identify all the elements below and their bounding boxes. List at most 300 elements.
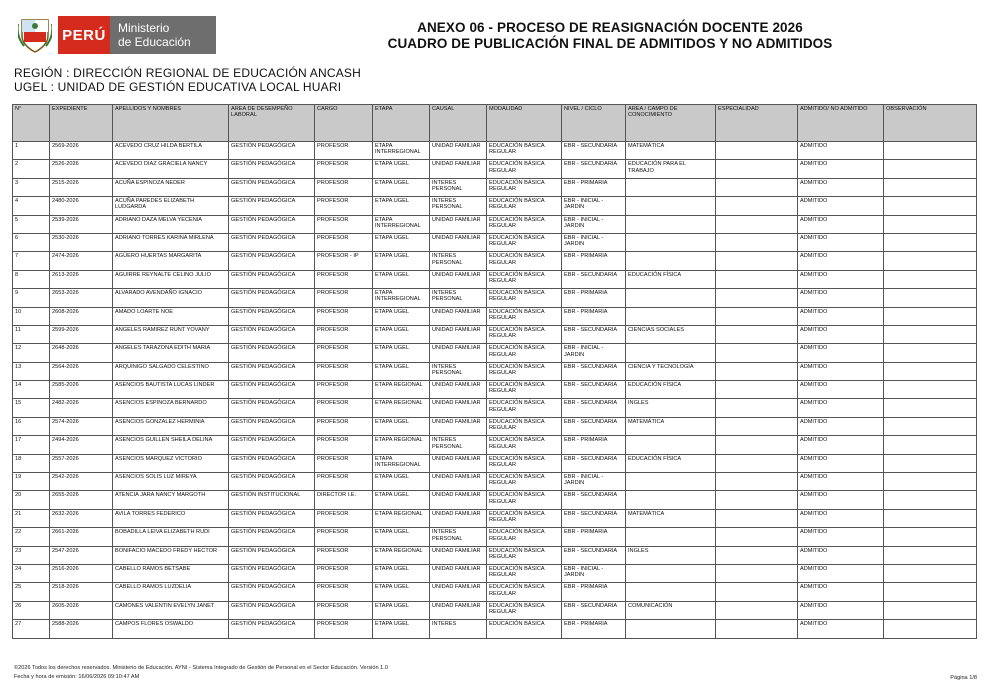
table-cell: EDUCACIÓN BÁSICA REGULAR: [487, 215, 562, 233]
table-cell: ADMITIDO: [798, 583, 884, 601]
table-cell: INTERES PERSONAL: [430, 178, 487, 196]
table-cell: ADMITIDO: [798, 491, 884, 509]
footer-copyright: ©2026 Todos los derechos reservados. Ministerio de Educación. AYNI - Sistema Integrado de Gestión de Personal en el Sector Educación. Versión 1.0: [14, 665, 388, 671]
table-cell: PROFESOR: [315, 215, 373, 233]
table-cell: [884, 233, 977, 251]
table-cell: [884, 436, 977, 454]
table-cell: PROFESOR: [315, 399, 373, 417]
table-cell: ADMITIDO: [798, 233, 884, 251]
table-row: [13, 454, 977, 472]
table-cell: [884, 454, 977, 472]
table-cell: PROFESOR: [315, 381, 373, 399]
table-cell: CABELLO RAMOS LUZDELIA: [113, 583, 229, 601]
column-header: MODALIDAD: [487, 105, 562, 142]
table-cell: [716, 362, 798, 380]
table-cell: CIENCIAS SOCIALES: [626, 325, 716, 343]
table-cell: EBR - PRIMARIA: [562, 620, 626, 638]
table-cell: INGLES: [626, 546, 716, 564]
column-header: OBSERVACIÓN: [884, 105, 977, 142]
table-cell: EDUCACIÓN BÁSICA REGULAR: [487, 564, 562, 582]
table-cell: 2480-2026: [50, 197, 113, 215]
table-cell: ETAPA UGEL: [373, 362, 430, 380]
table-cell: ADMITIDO: [798, 344, 884, 362]
table-cell: ADMITIDO: [798, 178, 884, 196]
table-cell: ADMITIDO: [798, 215, 884, 233]
table-cell: PROFESOR: [315, 289, 373, 307]
table-cell: ETAPA UGEL: [373, 491, 430, 509]
table-cell: EDUCACIÓN BÁSICA REGULAR: [487, 454, 562, 472]
table-cell: UNIDAD FAMILIAR: [430, 399, 487, 417]
table-row: [13, 160, 977, 178]
table-cell: 15: [13, 399, 50, 417]
table-cell: 13: [13, 362, 50, 380]
table-cell: EBR - INICIAL - JARDIN: [562, 473, 626, 491]
table-cell: [716, 583, 798, 601]
table-cell: 2588-2026: [50, 620, 113, 638]
table-cell: PROFESOR: [315, 270, 373, 288]
table-cell: EDUCACIÓN BÁSICA REGULAR: [487, 307, 562, 325]
table-cell: GESTIÓN PEDAGÓGICA: [229, 399, 315, 417]
table-cell: [716, 509, 798, 527]
table-cell: GESTIÓN PEDAGÓGICA: [229, 601, 315, 619]
table-cell: 2539-2026: [50, 215, 113, 233]
table-cell: EDUCACIÓN BÁSICA REGULAR: [487, 325, 562, 343]
table-row: [13, 601, 977, 619]
table-cell: GESTIÓN PEDAGÓGICA: [229, 583, 315, 601]
table-cell: [716, 252, 798, 270]
table-cell: ACUÑA PAREDES ELIZABETH LUDGARDA: [113, 197, 229, 215]
table-cell: PROFESOR: [315, 197, 373, 215]
table-cell: GESTIÓN PEDAGÓGICA: [229, 252, 315, 270]
table-cell: UNIDAD FAMILIAR: [430, 142, 487, 160]
table-cell: 2547-2026: [50, 546, 113, 564]
table-cell: EDUCACIÓN BÁSICA REGULAR: [487, 436, 562, 454]
table-cell: [884, 289, 977, 307]
table-cell: [626, 289, 716, 307]
table-cell: ETAPA UGEL: [373, 197, 430, 215]
table-cell: AGUIRRE REYNALTE CELINO JULIO: [113, 270, 229, 288]
table-cell: [716, 436, 798, 454]
table-cell: ADMITIDO: [798, 270, 884, 288]
table-cell: EBR - SECUNDARIA: [562, 509, 626, 527]
table-cell: [884, 197, 977, 215]
table-cell: EBR - PRIMARIA: [562, 289, 626, 307]
document-title: [350, 20, 870, 52]
table-cell: EDUCACIÓN BÁSICA REGULAR: [487, 601, 562, 619]
table-cell: EDUCACIÓN BÁSICA REGULAR: [487, 362, 562, 380]
table-cell: [884, 252, 977, 270]
table-cell: ETAPA UGEL: [373, 270, 430, 288]
table-cell: 2494-2026: [50, 436, 113, 454]
table-cell: GESTIÓN PEDAGÓGICA: [229, 178, 315, 196]
table-row: [13, 528, 977, 546]
table-cell: PROFESOR: [315, 307, 373, 325]
table-cell: EBR - PRIMARIA: [562, 528, 626, 546]
table-cell: ADMITIDO: [798, 160, 884, 178]
table-cell: PROFESOR: [315, 564, 373, 582]
table-row: [13, 325, 977, 343]
column-header: N°: [13, 105, 50, 142]
table-cell: [884, 381, 977, 399]
table-cell: 2599-2026: [50, 325, 113, 343]
table-row: [13, 197, 977, 215]
table-cell: 2648-2026: [50, 344, 113, 362]
table-cell: EBR - PRIMARIA: [562, 178, 626, 196]
table-cell: [626, 307, 716, 325]
table-row: [13, 381, 977, 399]
title-line-2: CUADRO DE PUBLICACIÓN FINAL DE ADMITIDOS Y NO ADMITIDOS: [387, 36, 833, 51]
table-cell: EBR - SECUNDARIA: [562, 546, 626, 564]
table-cell: [884, 399, 977, 417]
table-cell: ADMITIDO: [798, 289, 884, 307]
table-cell: GESTIÓN PEDAGÓGICA: [229, 197, 315, 215]
table-cell: [884, 270, 977, 288]
table-cell: EBR - PRIMARIA: [562, 252, 626, 270]
table-cell: INTERES: [430, 620, 487, 638]
table-cell: [884, 178, 977, 196]
table-cell: ASENCIOS GONZALEZ HERMINIA: [113, 417, 229, 435]
table-cell: CABELLO RAMOS BETSABE: [113, 564, 229, 582]
table-cell: EDUCACIÓN BÁSICA REGULAR: [487, 160, 562, 178]
table-cell: [716, 454, 798, 472]
table-cell: EDUCACIÓN BÁSICA REGULAR: [487, 344, 562, 362]
table-row: [13, 491, 977, 509]
table-cell: GESTIÓN PEDAGÓGICA: [229, 362, 315, 380]
table-cell: GESTIÓN PEDAGÓGICA: [229, 546, 315, 564]
table-cell: UNIDAD FAMILIAR: [430, 270, 487, 288]
table-row: [13, 509, 977, 527]
table-cell: ADMITIDO: [798, 564, 884, 582]
table-cell: [626, 233, 716, 251]
table-cell: 2585-2026: [50, 381, 113, 399]
table-cell: ETAPA UGEL: [373, 528, 430, 546]
footer-timestamp: Fecha y hora de emisión: 16/06/2026 09:10:47 AM: [14, 674, 140, 680]
table-cell: INTERES PERSONAL: [430, 289, 487, 307]
table-cell: PROFESOR: [315, 528, 373, 546]
table-cell: ADMITIDO: [798, 620, 884, 638]
table-cell: ATENCIA JARA NANCY MARGOTH: [113, 491, 229, 509]
table-cell: ADMITIDO: [798, 436, 884, 454]
table-cell: UNIDAD FAMILIAR: [430, 233, 487, 251]
table-cell: [884, 564, 977, 582]
table-cell: [884, 546, 977, 564]
column-header: CARGO: [315, 105, 373, 142]
table-cell: [716, 620, 798, 638]
table-body: [13, 142, 977, 639]
table-cell: ETAPA UGEL: [373, 160, 430, 178]
table-cell: ADMITIDO: [798, 381, 884, 399]
table-cell: 26: [13, 601, 50, 619]
table-cell: [716, 564, 798, 582]
table-cell: [716, 197, 798, 215]
table-cell: EBR - SECUNDARIA: [562, 270, 626, 288]
region-info: [14, 66, 361, 94]
table-cell: EBR - SECUNDARIA: [562, 601, 626, 619]
table-cell: [626, 344, 716, 362]
table-cell: EDUCACIÓN BÁSICA REGULAR: [487, 178, 562, 196]
table-cell: ETAPA UGEL: [373, 325, 430, 343]
table-cell: PROFESOR: [315, 417, 373, 435]
table-cell: 2516-2026: [50, 564, 113, 582]
table-cell: UNIDAD FAMILIAR: [430, 473, 487, 491]
table-cell: ADMITIDO: [798, 307, 884, 325]
table-cell: 2: [13, 160, 50, 178]
table-cell: BONIFACIO MACEDO FREDY HECTOR: [113, 546, 229, 564]
ugel-line: UGEL : UNIDAD DE GESTIÓN EDUCATIVA LOCAL HUARI: [14, 80, 342, 94]
table-cell: GESTIÓN PEDAGÓGICA: [229, 528, 315, 546]
table-cell: 2482-2026: [50, 399, 113, 417]
table-cell: [716, 417, 798, 435]
table-cell: ETAPA UGEL: [373, 583, 430, 601]
table-cell: 7: [13, 252, 50, 270]
table-cell: UNIDAD FAMILIAR: [430, 325, 487, 343]
table-cell: [716, 546, 798, 564]
table-cell: [884, 307, 977, 325]
table-cell: EDUCACIÓN FÍSICA: [626, 381, 716, 399]
table-cell: ADMITIDO: [798, 546, 884, 564]
table-cell: ETAPA UGEL: [373, 178, 430, 196]
table-cell: UNIDAD FAMILIAR: [430, 583, 487, 601]
table-cell: [716, 142, 798, 160]
table-cell: GESTIÓN PEDAGÓGICA: [229, 436, 315, 454]
table-cell: 16: [13, 417, 50, 435]
column-header: ESPECIALIDAD: [716, 105, 798, 142]
table-cell: GESTIÓN PEDAGÓGICA: [229, 289, 315, 307]
table-cell: EBR - PRIMARIA: [562, 436, 626, 454]
table-cell: DIRECTOR I.E.: [315, 491, 373, 509]
table-cell: 14: [13, 381, 50, 399]
footer: [14, 664, 388, 682]
table-cell: [716, 289, 798, 307]
table-cell: GESTIÓN PEDAGÓGICA: [229, 142, 315, 160]
table-cell: [884, 491, 977, 509]
results-table: [12, 104, 977, 639]
table-cell: EDUCACIÓN FÍSICA: [626, 454, 716, 472]
table-cell: UNIDAD FAMILIAR: [430, 344, 487, 362]
table-cell: ETAPA REGIONAL: [373, 399, 430, 417]
table-cell: EDUCACIÓN BÁSICA REGULAR: [487, 546, 562, 564]
table-cell: ADMITIDO: [798, 399, 884, 417]
table-cell: [884, 528, 977, 546]
table-cell: 2530-2026: [50, 233, 113, 251]
table-cell: 25: [13, 583, 50, 601]
table-cell: ACEVEDO DIAZ GRACIELA NANCY: [113, 160, 229, 178]
table-cell: [716, 491, 798, 509]
table-cell: ADRIANO DAZA MELVA YECENIA: [113, 215, 229, 233]
table-cell: CAMONES VALENTIN EVELYN JANET: [113, 601, 229, 619]
coat-of-arms-icon: [18, 16, 52, 54]
table-cell: [626, 583, 716, 601]
table-cell: [716, 344, 798, 362]
table-cell: [884, 473, 977, 491]
table-cell: BOBADILLA LEIVA ELIZABETH RUDI: [113, 528, 229, 546]
table-cell: UNIDAD FAMILIAR: [430, 417, 487, 435]
table-cell: 12: [13, 344, 50, 362]
table-cell: [716, 160, 798, 178]
table-row: [13, 215, 977, 233]
table-cell: EDUCACIÓN BÁSICA REGULAR: [487, 509, 562, 527]
table-cell: EDUCACIÓN BÁSICA REGULAR: [487, 381, 562, 399]
table-cell: PROFESOR: [315, 436, 373, 454]
table-cell: PROFESOR: [315, 601, 373, 619]
table-cell: EBR - INICIAL - JARDIN: [562, 233, 626, 251]
column-header: CAUSAL: [430, 105, 487, 142]
table-cell: GESTIÓN PEDAGÓGICA: [229, 454, 315, 472]
table-row: [13, 473, 977, 491]
table-cell: EDUCACIÓN BÁSICA REGULAR: [487, 233, 562, 251]
table-cell: 2632-2026: [50, 509, 113, 527]
table-cell: ETAPA UGEL: [373, 252, 430, 270]
document-header: [0, 0, 989, 95]
table-cell: 24: [13, 564, 50, 582]
table-cell: ETAPA UGEL: [373, 344, 430, 362]
table-cell: ETAPA UGEL: [373, 473, 430, 491]
table-cell: 2661-2026: [50, 528, 113, 546]
table-cell: ETAPA INTERREGIONAL: [373, 215, 430, 233]
table-cell: [716, 215, 798, 233]
table-cell: GESTIÓN PEDAGÓGICA: [229, 215, 315, 233]
table-cell: AMADO LOARTE NOE: [113, 307, 229, 325]
table-cell: PROFESOR - IP: [315, 252, 373, 270]
table-cell: UNIDAD FAMILIAR: [430, 546, 487, 564]
table-cell: [716, 307, 798, 325]
table-cell: GESTIÓN PEDAGÓGICA: [229, 564, 315, 582]
table-cell: 4: [13, 197, 50, 215]
table-cell: ADMITIDO: [798, 197, 884, 215]
table-cell: ANGELES RAMIREZ RUNT YOVANY: [113, 325, 229, 343]
table-cell: ASENCIOS GUILLEN SHEILA DELINA: [113, 436, 229, 454]
table-cell: ETAPA UGEL: [373, 417, 430, 435]
table-cell: ETAPA INTERREGIONAL: [373, 289, 430, 307]
table-cell: PROFESOR: [315, 509, 373, 527]
ministry-line-1: Ministerio: [118, 21, 170, 35]
table-cell: [626, 473, 716, 491]
table-cell: MATEMÁTICA: [626, 509, 716, 527]
table-cell: EBR - SECUNDARIA: [562, 325, 626, 343]
table-cell: PROFESOR: [315, 325, 373, 343]
table-cell: [626, 491, 716, 509]
table-cell: [716, 601, 798, 619]
table-cell: EDUCACIÓN BÁSICA REGULAR: [487, 473, 562, 491]
table-cell: EDUCACIÓN BÁSICA REGULAR: [487, 417, 562, 435]
table-cell: [716, 528, 798, 546]
table-cell: ETAPA REGIONAL: [373, 436, 430, 454]
table-cell: EDUCACIÓN BÁSICA REGULAR: [487, 252, 562, 270]
table-cell: EBR - PRIMARIA: [562, 307, 626, 325]
table-cell: UNIDAD FAMILIAR: [430, 454, 487, 472]
table-cell: EDUCACIÓN BÁSICA REGULAR: [487, 197, 562, 215]
table-cell: AGÜERO HUERTAS MARGARITA: [113, 252, 229, 270]
table-cell: EBR - SECUNDARIA: [562, 142, 626, 160]
table-cell: EBR - SECUNDARIA: [562, 399, 626, 417]
table-cell: 5: [13, 215, 50, 233]
table-cell: EBR - INICIAL - JARDIN: [562, 344, 626, 362]
table-cell: [884, 509, 977, 527]
table-cell: GESTIÓN PEDAGÓGICA: [229, 417, 315, 435]
table-cell: EDUCACIÓN BÁSICA REGULAR: [487, 289, 562, 307]
table-cell: GESTIÓN PEDAGÓGICA: [229, 325, 315, 343]
table-cell: [626, 564, 716, 582]
table-cell: UNIDAD FAMILIAR: [430, 381, 487, 399]
table-row: [13, 362, 977, 380]
table-cell: [716, 233, 798, 251]
table-cell: UNIDAD FAMILIAR: [430, 215, 487, 233]
table-cell: PROFESOR: [315, 620, 373, 638]
table-row: [13, 564, 977, 582]
table-cell: 2564-2026: [50, 362, 113, 380]
table-row: [13, 307, 977, 325]
table-cell: EDUCACIÓN BÁSICA: [487, 620, 562, 638]
table-cell: ADMITIDO: [798, 509, 884, 527]
table-cell: ETAPA UGEL: [373, 601, 430, 619]
table-cell: 1: [13, 142, 50, 160]
table-cell: EBR - INICIAL - JARDIN: [562, 215, 626, 233]
table-cell: GESTIÓN PEDAGÓGICA: [229, 233, 315, 251]
table-cell: COMUNICACIÓN: [626, 601, 716, 619]
table-cell: GESTIÓN PEDAGÓGICA: [229, 620, 315, 638]
table-row: [13, 546, 977, 564]
table-cell: ACEVEDO CRUZ HILDA BERTILA: [113, 142, 229, 160]
table-cell: 8: [13, 270, 50, 288]
table-row: [13, 233, 977, 251]
table-cell: EBR - INICIAL - JARDIN: [562, 564, 626, 582]
table-cell: 2515-2026: [50, 178, 113, 196]
table-cell: 2655-2026: [50, 491, 113, 509]
table-cell: EBR - SECUNDARIA: [562, 491, 626, 509]
table-cell: [626, 178, 716, 196]
column-header: NIVEL / CICLO: [562, 105, 626, 142]
column-header: APELLIDOS Y NOMBRES: [113, 105, 229, 142]
table-cell: EDUCACIÓN BÁSICA REGULAR: [487, 270, 562, 288]
table-cell: [716, 399, 798, 417]
region-line: REGIÓN : DIRECCIÓN REGIONAL DE EDUCACIÓN ANCASH: [14, 66, 362, 80]
table-cell: [884, 344, 977, 362]
table-cell: ADMITIDO: [798, 417, 884, 435]
table-cell: [884, 583, 977, 601]
table-cell: 2608-2026: [50, 307, 113, 325]
table-cell: ETAPA INTERREGIONAL: [373, 142, 430, 160]
table-cell: [716, 473, 798, 491]
table-cell: INTERES PERSONAL: [430, 252, 487, 270]
table-row: [13, 178, 977, 196]
table-cell: ASENCIOS BAUTISTA LUCAS LINDER: [113, 381, 229, 399]
table-cell: UNIDAD FAMILIAR: [430, 160, 487, 178]
table-cell: ETAPA INTERREGIONAL: [373, 454, 430, 472]
table-cell: GESTIÓN INSTITUCIONAL: [229, 491, 315, 509]
table-cell: 18: [13, 454, 50, 472]
table-cell: GESTIÓN PEDAGÓGICA: [229, 473, 315, 491]
table-cell: PROFESOR: [315, 583, 373, 601]
table-cell: EBR - SECUNDARIA: [562, 381, 626, 399]
table-cell: 2474-2026: [50, 252, 113, 270]
table-cell: PROFESOR: [315, 160, 373, 178]
table-cell: ADMITIDO: [798, 325, 884, 343]
table-cell: [884, 601, 977, 619]
column-header: ETAPA: [373, 105, 430, 142]
table-cell: INTERES PERSONAL: [430, 362, 487, 380]
table-cell: [626, 436, 716, 454]
table-row: [13, 620, 977, 638]
table-cell: EDUCACIÓN BÁSICA REGULAR: [487, 583, 562, 601]
table-cell: ADMITIDO: [798, 142, 884, 160]
table-cell: 20: [13, 491, 50, 509]
table-cell: EBR - INICIAL - JARDIN: [562, 197, 626, 215]
table-row: [13, 399, 977, 417]
table-cell: ETAPA REGIONAL: [373, 381, 430, 399]
table-cell: CIENCIA Y TECNOLOGÍA: [626, 362, 716, 380]
table-cell: [626, 197, 716, 215]
peru-brand-label: PERÚ: [58, 16, 110, 54]
